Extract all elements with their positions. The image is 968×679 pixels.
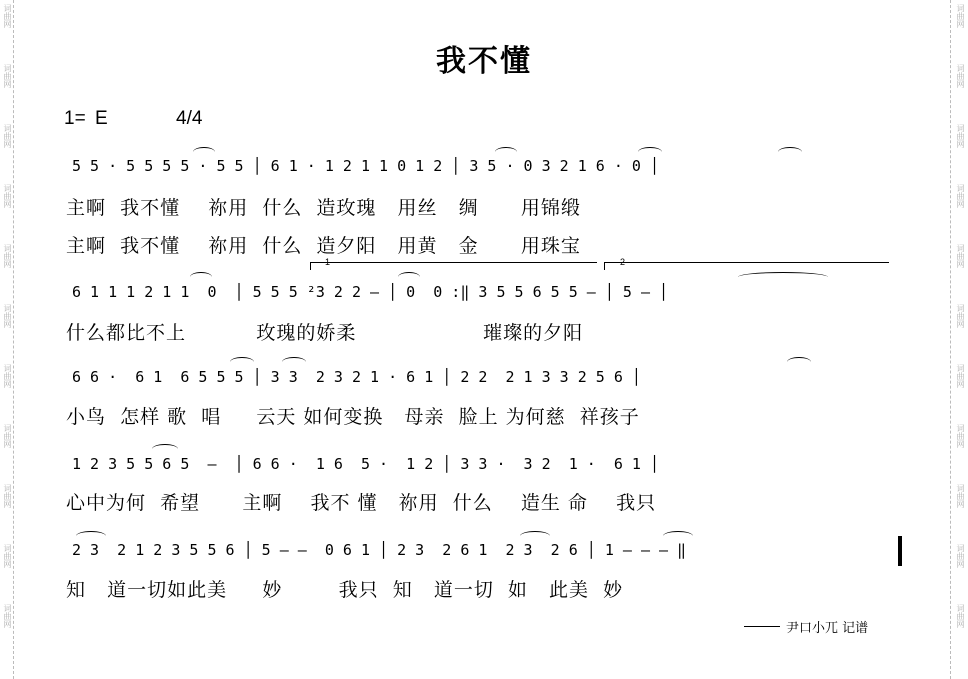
- left-watermark-strip: [0, 0, 14, 679]
- watermark-text: 词曲网: [956, 424, 965, 448]
- watermark-text: 词曲网: [3, 244, 12, 268]
- transcriber-credit: 尹口小兀 记谱: [786, 621, 869, 636]
- watermark-text: 词曲网: [956, 544, 965, 568]
- slur: [282, 357, 306, 367]
- right-watermark-strip: [950, 0, 968, 679]
- tie: [738, 272, 828, 282]
- lyric-line: 小鸟 怎样 歌 唱 云天 如何变换 母亲 脸上 为何慈 祥孩子: [66, 406, 640, 428]
- slur: [520, 531, 550, 541]
- watermark-text: 词曲网: [956, 304, 965, 328]
- watermark-text: 词曲网: [956, 64, 965, 88]
- notation-line: 6 6 · 6 1 6 5 5 5 │ 3 3 2 3 2 1 · 6 1 │ 2 2 2 1 3 3 2 5 6 │: [72, 368, 641, 386]
- slur: [787, 357, 811, 367]
- time-signature: 4/4: [176, 108, 203, 129]
- watermark-text: 词曲网: [3, 424, 12, 448]
- watermark-text: 词曲网: [956, 364, 965, 388]
- slur: [193, 147, 215, 157]
- watermark-text: 词曲网: [3, 604, 12, 628]
- watermark-text: 词曲网: [3, 184, 12, 208]
- lyric-line-verse-1: 主啊 我不懂 祢用 什么 造玫瑰 用丝 绸 用锦缎: [66, 197, 581, 219]
- watermark-text: 词曲网: [956, 244, 965, 268]
- slur: [778, 147, 802, 157]
- notation-line: 6 1 1 1 2 1 1 0 │ 5 5 5 ²3 2 2 – │ 0 0 :‖ 3 5 5 6 5 5 – │ 5 – │: [72, 283, 669, 301]
- notation-line: 1 2 3 5 5 6 5 – │ 6 6 · 1 6 5 · 1 2 │ 3 3 · 3 2 1 · 6 1 │: [72, 455, 659, 473]
- slur: [398, 272, 420, 282]
- slur: [76, 531, 106, 541]
- song-title: 我不懂: [436, 44, 532, 79]
- watermark-text: 词曲网: [3, 304, 12, 328]
- second-ending-number: 2: [620, 257, 626, 267]
- final-barline: [898, 536, 902, 566]
- watermark-text: 词曲网: [956, 604, 965, 628]
- notation-line: 2 3 2 1 2 3 5 5 6 │ 5 – – 0 6 1 │ 2 3 2 6 1 2 3 2 6 │ 1 – – – ‖: [72, 541, 687, 559]
- key-signature: 1= E: [64, 108, 108, 129]
- first-ending-number: 1: [325, 257, 331, 267]
- watermark-text: 词曲网: [956, 4, 965, 28]
- slur: [152, 444, 178, 454]
- lyric-line: 什么都比不上 玫瑰的娇柔 璀璨的夕阳: [66, 322, 584, 344]
- slur: [230, 357, 254, 367]
- watermark-text: 词曲网: [3, 544, 12, 568]
- lyric-line: 心中为何 希望 主啊 我不 懂 祢用 什么 造生 命 我只: [66, 492, 657, 514]
- slur: [495, 147, 517, 157]
- lyric-line-verse-2: 主啊 我不懂 祢用 什么 造夕阳 用黄 金 用珠宝: [66, 235, 581, 257]
- watermark-text: 词曲网: [3, 364, 12, 388]
- second-ending-bracket: [604, 262, 889, 270]
- watermark-text: 词曲网: [956, 484, 965, 508]
- notation-line: 5 5 · 5 5 5 5 · 5 5 │ 6 1 · 1 2 1 1 0 1 2 │ 3 5 · 0 3 2 1 6 · 0 │: [72, 157, 659, 175]
- watermark-text: 词曲网: [956, 124, 965, 148]
- watermark-text: 词曲网: [3, 64, 12, 88]
- slur: [663, 531, 693, 541]
- credit-dash: [744, 626, 780, 627]
- slur: [638, 147, 662, 157]
- watermark-text: 词曲网: [3, 4, 12, 28]
- lyric-line: 知 道一切如此美 妙 我只 知 道一切 如 此美 妙: [66, 579, 624, 601]
- watermark-text: 词曲网: [956, 184, 965, 208]
- slur: [190, 272, 212, 282]
- first-ending-bracket: [310, 262, 597, 270]
- watermark-text: 词曲网: [3, 124, 12, 148]
- watermark-text: 词曲网: [3, 484, 12, 508]
